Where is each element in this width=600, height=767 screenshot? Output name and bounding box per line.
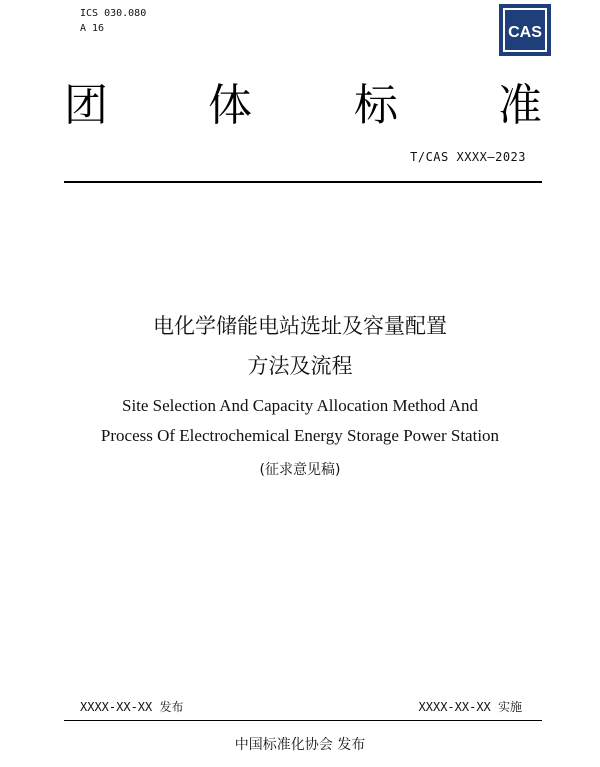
doc-type-char: 团: [64, 80, 108, 131]
title-cn-line2: 方法及流程: [247, 354, 353, 378]
title-en-line2: Process Of Electrochemical Energy Storage Power Station: [100, 426, 500, 445]
doc-type-char: 标: [354, 80, 398, 131]
cas-logo: [498, 3, 552, 57]
footer-divider: [64, 720, 542, 721]
document-type-title: [64, 78, 544, 134]
ics-code: ICS 030.080: [80, 8, 147, 19]
ccs-code: A 16: [80, 23, 105, 34]
title-en-line1: Site Selection And Capacity Allocation Method And: [121, 396, 478, 415]
doc-type-char: 准: [498, 80, 542, 131]
logo-text: CAS: [508, 24, 542, 41]
classification-codes: [80, 6, 146, 36]
doc-type-char: 体: [208, 80, 252, 131]
publisher: 中国标准化协会 发布: [234, 737, 366, 753]
implement-date: XXXX-XX-XX 实施: [418, 700, 522, 714]
publish-date: XXXX-XX-XX 发布: [80, 700, 184, 714]
draft-note: (征求意见稿): [259, 462, 341, 478]
header-divider: [64, 181, 542, 183]
title-cn-line1: 电化学储能电站选址及容量配置: [153, 314, 447, 338]
standard-number: T/CAS XXXX—2023: [410, 150, 526, 164]
